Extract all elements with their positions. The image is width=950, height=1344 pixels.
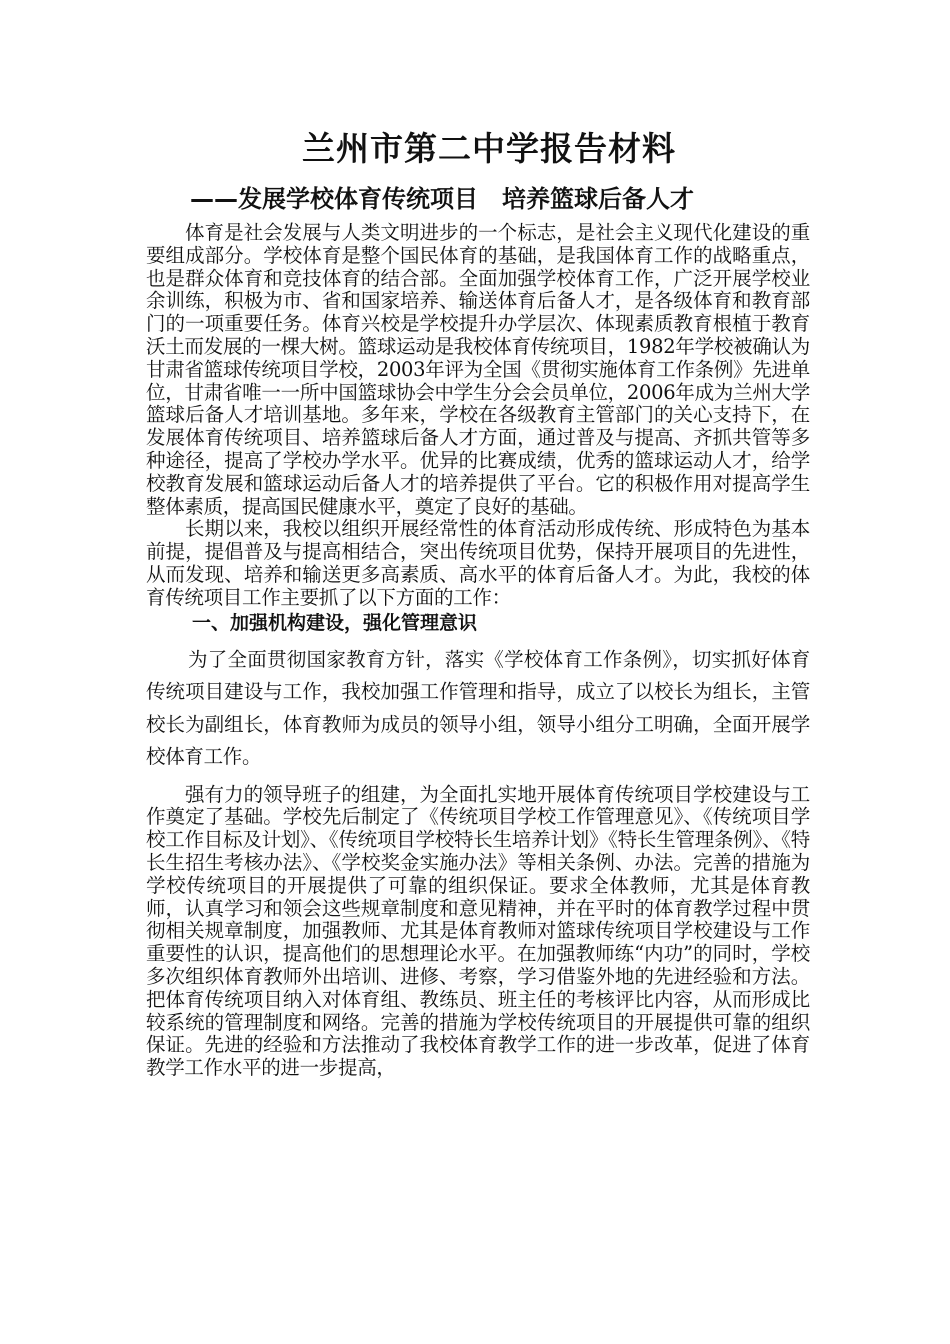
paragraph-regulations: 强有力的领导班子的组建，为全面扎实地开展体育传统项目学校建设与工作奠定了基础。学校先后制定了《传统项目学校工作管理意见》、《传统项目学校工作目标及计划》、《传统项目学校特长生培养计划》《特长生管理条例》、《特长生招生考核办法》、《学校奖金实施办法》等相关条例、办法。完善的措施为学校传统项目的开展提供了可靠的组织保证。要求全体教师，尤其是体育教师，认真学习和领会这些规章制度和意见精神，并在平时的体育教学过程中贯彻相关规章制度，加强教师、尤其是体育教师对篮球传统项目学校建设与工作重要性的认识，提高他们的思想理论水平。在加强教师练“内功”的同时，学校多次组织体育教师外出培训、进修、考察，学习借鉴外地的先进经验和方法。把体育传统项目纳入对体育组、教练员、班主任的考核评比内容，从而形成比较系统的管理制度和网络。完善的措施为学校传统项目的开展提供可靠的组织保证。先进的经验和方法推动了我校体育教学工作的进一步改革，促进了体育教学工作水平的进一步提高， — [146, 782, 810, 1080]
paragraph-intro: 体育是社会发展与人类文明进步的一个标志，是社会主义现代化建设的重要组成部分。学校体育是整个国民体育的基础，是我国体育工作的战略重点，也是群众体育和竞技体育的结合部。全面加强学校体育工作，广泛开展学校业余训练，积极为市、省和国家培养、输送体育后备人才，是各级体育和教育部门的一项重要任务。体育兴校是学校提升办学层次、体现素质教育根植于教育沃土而发展的一棵大树。篮球运动是我校体育传统项目，1982年学校被确认为甘肃省篮球传统项目学校，2003年评为全国《贯彻实施体育工作条例》先进单位，甘肃省唯一一所中国篮球协会中学生分会会员单位，2006年成为兰州大学篮球后备人才培训基地。多年来，学校在各级教育主管部门的关心支持下，在发展体育传统项目、培养篮球后备人才方面，通过普及与提高、齐抓共管等多种途径，提高了学校办学水平。优异的比赛成绩，优秀的篮球运动人才，给学校教育发展和篮球运动后备人才的培养提供了平台。它的积极作用对提高学生整体素质，提高国民健康水平，奠定了良好的基础。 — [146, 221, 810, 518]
document-subtitle: ——发展学校体育传统项目 培养篮球后备人才 — [190, 185, 694, 213]
document-title: 兰州市第二中学报告材料 — [302, 129, 676, 168]
paragraph-leadership-group: 为了全面贯彻国家教育方针，落实《学校体育工作条例》，切实抓好体育传统项目建设与工作，我校加强工作管理和指导，成立了以校长为组长，主管校长为副组长，体育教师为成员的领导小组，领导小组分工明确，全面开展学校体育工作。 — [146, 647, 810, 769]
paragraph-overview: 长期以来，我校以组织开展经常性的体育活动形成传统、形成特色为基本前提，提倡普及与提高相结合，突出传统项目优势，保持开展项目的先进性，从而发现、培养和输送更多高素质、高水平的体育后备人才。为此，我校的体育传统项目工作主要抓了以下方面的工作： — [146, 517, 810, 609]
document-body — [146, 222, 810, 1080]
section-heading: 一、加强机构建设，强化管理意识 — [192, 611, 478, 634]
